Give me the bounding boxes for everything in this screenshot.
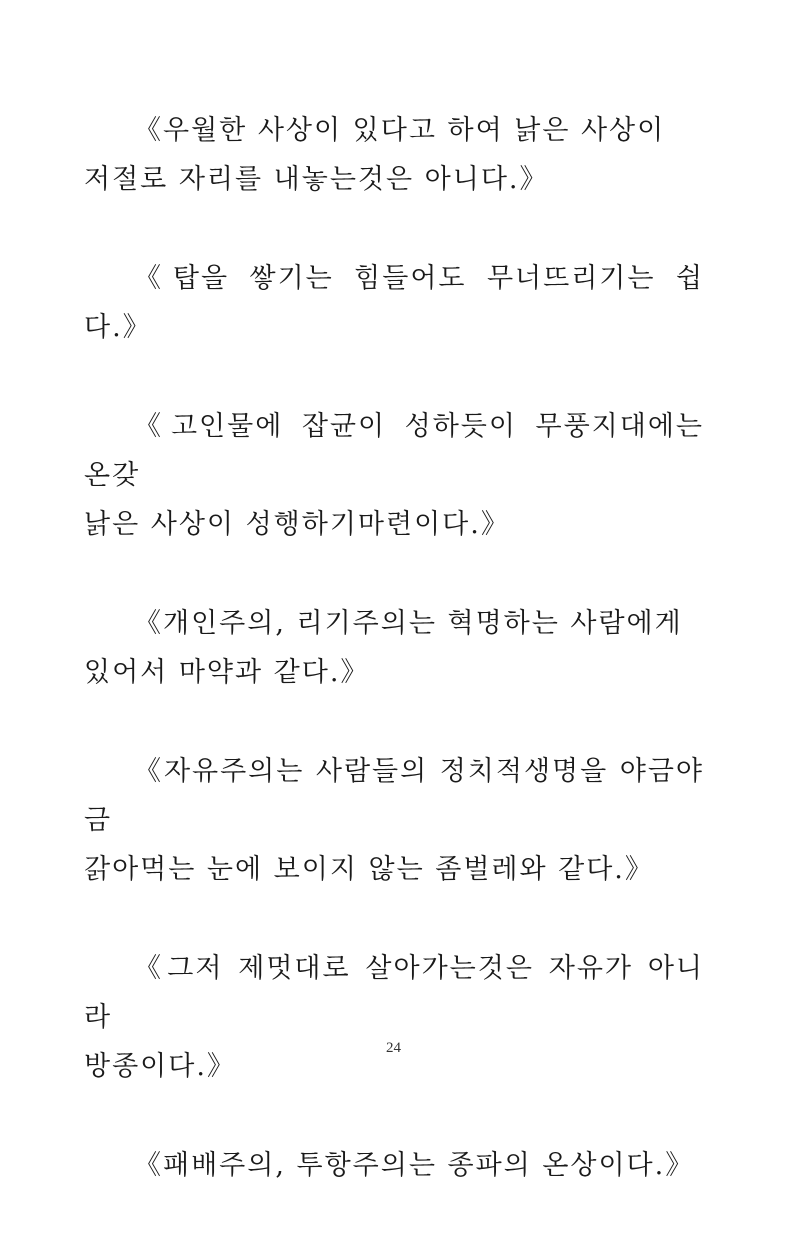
quote-paragraph — [84, 944, 704, 1091]
quote-line: 갉아먹는 눈에 보이지 않는 좀벌레와 같다.》 — [84, 854, 654, 885]
quote-line: 《패배주의, 투항주의는 종파의 온상이다.》 — [134, 1150, 695, 1181]
quote-paragraph — [84, 254, 704, 352]
quote-line: 《고인물에 잡균이 성하듯이 무풍지대에는 온갖 — [84, 411, 704, 491]
quote-paragraph — [84, 747, 704, 894]
page-number: 24 — [386, 1040, 401, 1056]
quote-line: 낡은 사상이 성행하기마련이다.》 — [84, 509, 510, 540]
quote-line: 방종이다.》 — [84, 1051, 236, 1082]
quote-line: 《우월한 사상이 있다고 하여 낡은 사상이 — [134, 115, 666, 146]
quote-line: 《그저 제멋대로 살아가는것은 자유가 아니라 — [84, 953, 704, 1033]
quote-list — [84, 106, 704, 1240]
quote-paragraph — [84, 106, 704, 204]
quote-line: 《개인주의, 리기주의는 혁명하는 사람에게 — [134, 608, 683, 639]
quote-paragraph — [84, 402, 704, 549]
quote-line: 있어서 마약과 같다.》 — [84, 657, 370, 688]
quote-paragraph — [84, 1141, 704, 1190]
quote-line: 《탑을 쌓기는 힘들어도 무너뜨리기는 쉽다.》 — [84, 263, 704, 343]
quote-paragraph — [84, 599, 704, 697]
quote-line: 《자유주의는 사람들의 정치적생명을 야금야금 — [84, 756, 704, 836]
quote-line: 저절로 자리를 내놓는것은 아니다.》 — [84, 164, 549, 195]
